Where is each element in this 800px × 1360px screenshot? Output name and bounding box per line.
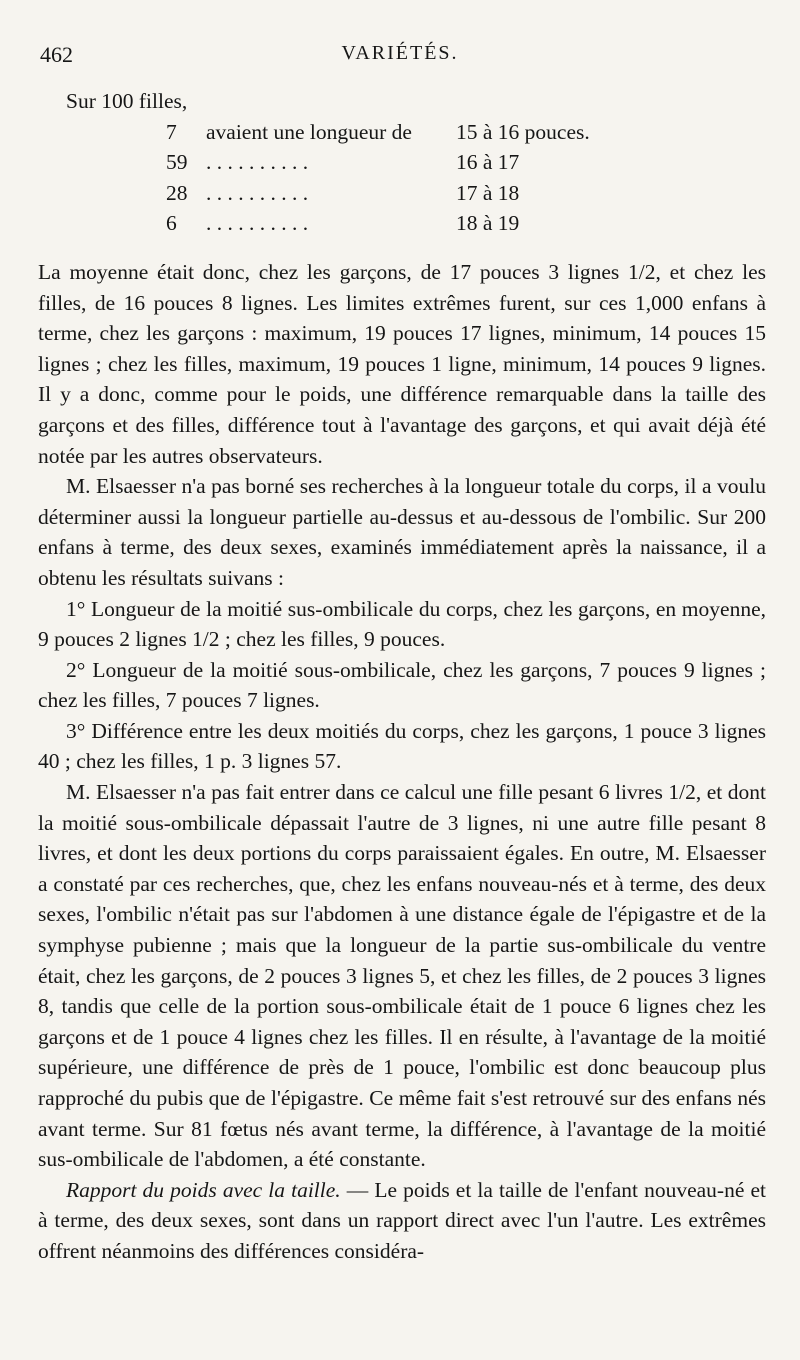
page-header — [40, 42, 760, 72]
paragraph: M. Elsaesser n'a pas borné ses recherches à la longueur totale du corps, il a voulu déterminer aussi la longueur partielle au-dessus et au-dessous de l'ombilic. Sur 200 enfans à terme, des deux sexes, examinés immédiatement après la naissance, il a obtenu les résultats suivans : — [38, 474, 766, 590]
section-heading: Rapport du poids avec la taille. — [66, 1177, 341, 1202]
row-range: 18 à 19 — [456, 211, 520, 236]
row-description: . . . . . . . . . . — [206, 150, 309, 175]
row-count: 28 — [166, 180, 188, 205]
row-description: . . . . . . . . . . — [206, 211, 309, 236]
row-range: 16 à 17 — [456, 150, 520, 175]
table-intro: Sur 100 filles, — [66, 89, 188, 113]
table-row — [166, 178, 656, 209]
paragraph: 1° Longueur de la moitié sus-ombilicale du corps, chez les garçons, en moyenne, 9 pouces 2 lignes 1/2 ; chez les filles, 9 pouces. — [38, 596, 766, 652]
length-distribution-table — [166, 117, 656, 239]
paragraph-text: — Le poids et la taille de l'enfant nouveau-né et à terme, des deux sexes, sont dans un rapport direct avec l'un l'autre. Les extrêmes offrent néanmoins des différences considéra- — [38, 1177, 766, 1263]
table-row — [166, 208, 656, 239]
row-count: 7 — [166, 119, 177, 144]
paragraph: La moyenne était donc, chez les garçons, de 17 pouces 3 lignes 1/2, et chez les filles, de 16 pouces 8 lignes. Les limites extrêmes furent, sur ces 1,000 enfans à terme, chez les garçons : maximum, 19 pouces 17 lignes, minimum, 14 pouces 15 lignes ; chez les filles, maximum, 19 pouces 1 ligne, minimum, 14 pouces 9 lignes. Il y a donc, comme pour le poids, une différence remarquable dans la taille des garçons et des filles, différence tout à l'avantage des garçons, et qui avait déjà été notée par les autres observateurs. — [38, 259, 766, 468]
row-description: . . . . . . . . . . — [206, 180, 309, 205]
running-head: VARIÉTÉS. — [341, 42, 459, 64]
row-count: 59 — [166, 150, 188, 175]
row-range: 17 à 18 — [456, 180, 520, 205]
paragraph: 3° Différence entre les deux moitiés du corps, chez les garçons, 1 pouce 3 lignes 40 ; chez les filles, 1 p. 3 lignes 57. — [38, 718, 766, 774]
row-range: 15 à 16 pouces. — [456, 119, 590, 144]
paragraph: M. Elsaesser n'a pas fait entrer dans ce calcul une fille pesant 6 livres 1/2, et dont la moitié sous-ombilicale dépassait l'autre de 3 lignes, ni une autre fille pesant 8 livres, et dont les deux portions du corps paraissaient égales. En outre, M. Elsaesser a constaté par ces recherches, que, chez les enfans nouveau-nés et à terme, des deux sexes, l'ombilic n'était pas sur l'abdomen à une distance égale de l'épigastre et de la symphyse pubienne ; mais que la longueur de la partie sus-ombilicale du ventre était, chez les garçons, de 2 pouces 3 lignes 5, et chez les filles, de 2 pouces 3 lignes 8, tandis que celle de la portion sous-ombilicale était de 1 pouce 6 lignes chez les garçons et de 1 pouce 4 lignes chez les filles. Il en résulte, à l'avantage de la moitié supérieure, une différence de près de 1 pouce, l'ombilic est donc beaucoup plus rapproché du pubis que de l'épigastre. Ce même fait s'est retrouvé sur des enfans nés avant terme. Sur 81 fœtus nés avant terme, la différence, à l'avantage de la moitié sus-ombilicale de l'abdomen, a été constante. — [38, 780, 766, 1172]
table-row — [166, 147, 656, 178]
table-row — [166, 117, 656, 148]
row-description: avaient une longueur de — [206, 119, 412, 144]
row-count: 6 — [166, 211, 177, 236]
page-body — [38, 86, 766, 1267]
paragraph: 2° Longueur de la moitié sous-ombilicale, chez les garçons, 7 pouces 9 lignes ; chez les filles, 7 pouces 7 lignes. — [38, 657, 766, 713]
page-number: 462 — [40, 42, 73, 67]
paragraph-last — [38, 1175, 766, 1267]
